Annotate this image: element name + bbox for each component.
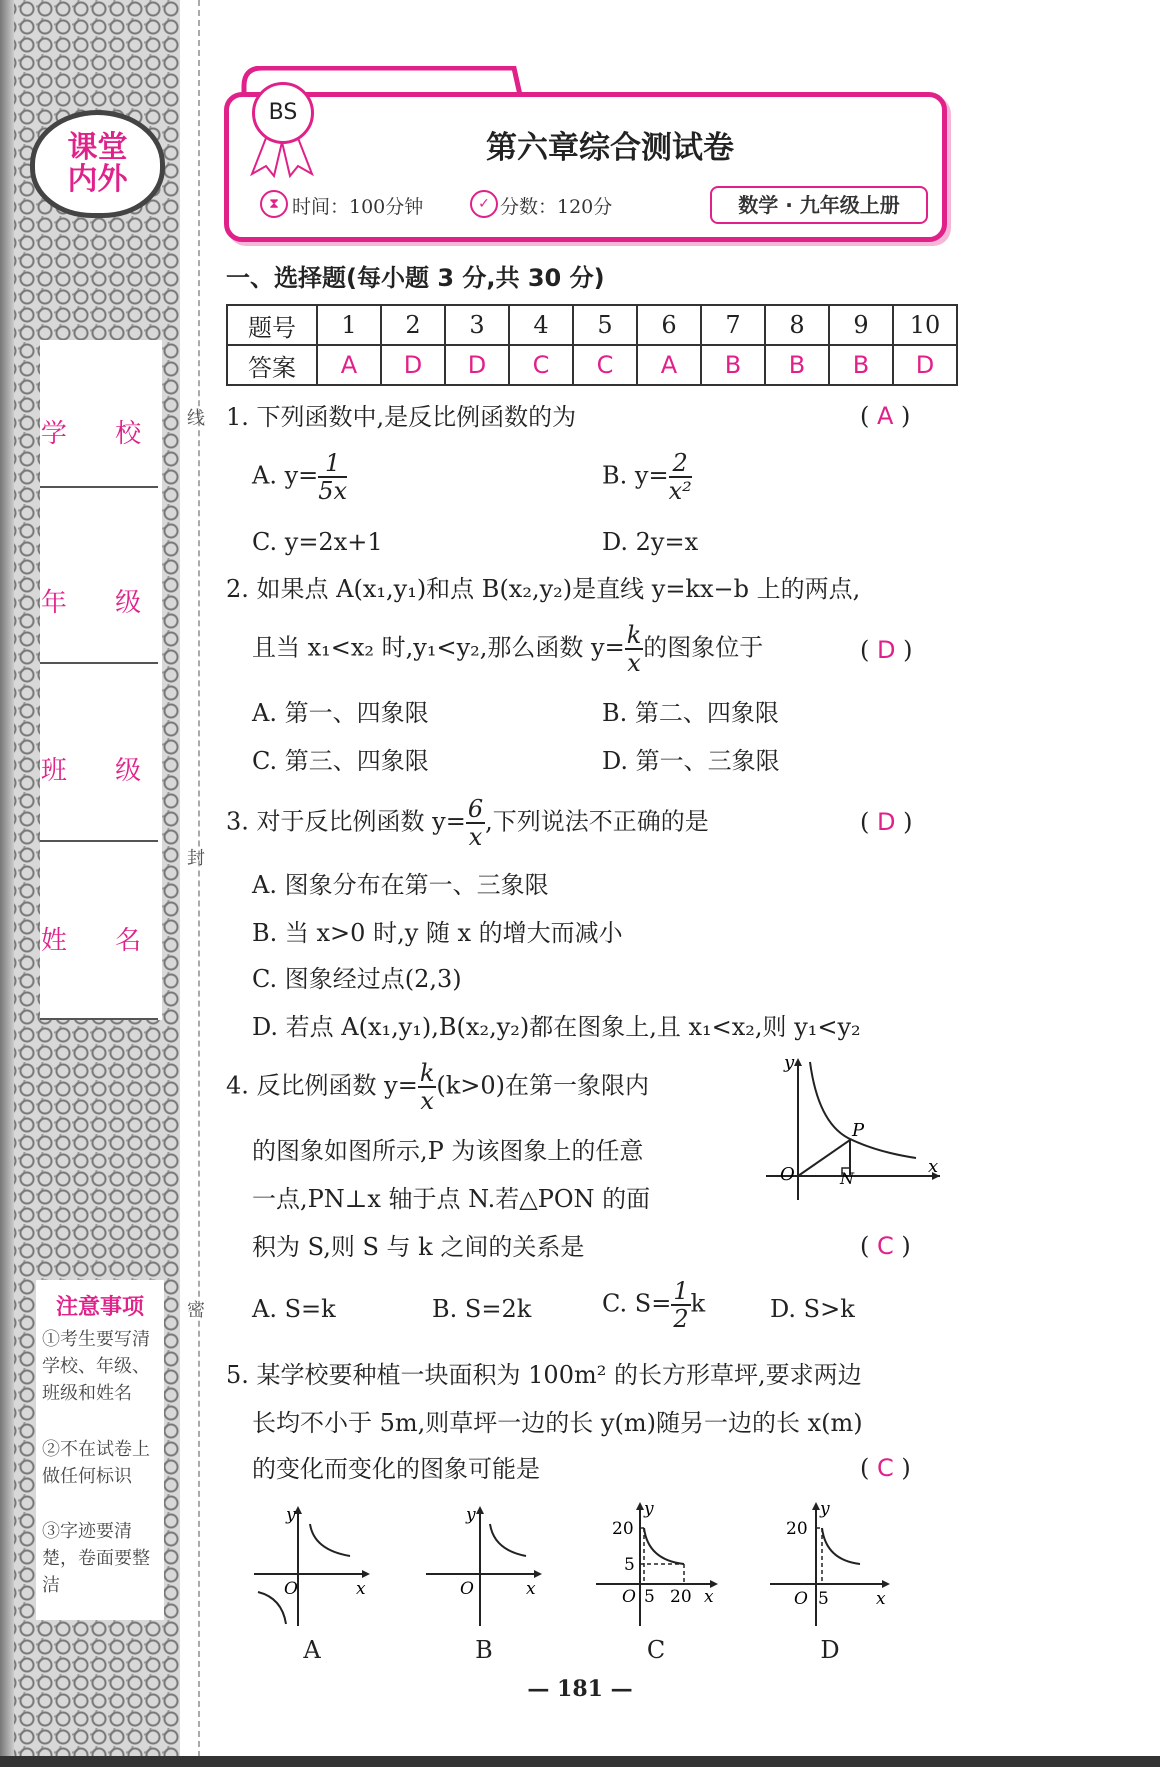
school-line: [40, 486, 158, 488]
axis-label-x: x: [876, 1589, 886, 1609]
notice-item: ①考生要写清学校、年级、班级和姓名: [42, 1329, 150, 1404]
answer-cell: B: [829, 345, 893, 385]
answer-cell: C: [573, 345, 637, 385]
answer-table: [226, 304, 958, 386]
answer-cell: D: [445, 345, 509, 385]
binding-char: 线: [187, 408, 205, 429]
axis-label-y: y: [784, 1052, 795, 1073]
hourglass-icon: ⧗: [260, 190, 288, 218]
table-cell: 10: [893, 305, 957, 345]
table-cell: 5: [573, 305, 637, 345]
question-5-figure-b: [422, 1500, 546, 1630]
tick-label: 5: [644, 1587, 655, 1607]
axis-label-x: x: [704, 1587, 714, 1607]
question-5-line1: 5. 某学校要种植一块面积为 100m² 的长方形草坪,要求两边: [226, 1361, 862, 1389]
class-label: 班 级: [40, 756, 162, 786]
table-row: [227, 345, 957, 385]
question-4-figure: [756, 1052, 946, 1202]
bottom-bar: [0, 1756, 1160, 1767]
question-2-option-a: A. 第一、四象限: [252, 699, 429, 727]
question-1-answer: ( A ): [860, 402, 911, 430]
point-n-label: N: [840, 1169, 854, 1188]
question-2-option-d: D. 第一、三象限: [602, 747, 780, 775]
question-5-answer: ( C ): [860, 1454, 911, 1482]
question-1-option-b: B. y= $\frac{2}{\text{x²}}$: [602, 449, 692, 505]
brand-logo: 课堂内外: [30, 110, 165, 218]
grade-line: [40, 662, 158, 664]
question-2-answer: ( D ): [860, 636, 913, 664]
question-4-answer: ( C ): [860, 1232, 911, 1260]
question-3-option-c: C. 图象经过点(2,3): [252, 965, 462, 993]
origin-label: O: [284, 1579, 298, 1599]
binding-strip: [0, 0, 14, 1767]
question-2-option-b: B. 第二、四象限: [602, 699, 779, 727]
axis-label-x: x: [928, 1156, 939, 1177]
name-label: 姓 名: [40, 926, 162, 956]
time-limit: 时间：100分钟: [292, 196, 424, 218]
origin-label: O: [794, 1589, 808, 1609]
table-cell: 4: [509, 305, 573, 345]
axis-label-x: x: [356, 1579, 366, 1599]
question-4-option-b: B. S=2k: [432, 1295, 532, 1323]
table-cell: 9: [829, 305, 893, 345]
question-4-option-d: D. S>k: [770, 1295, 855, 1323]
axis-label-y: y: [466, 1505, 476, 1525]
answer-cell: A: [637, 345, 701, 385]
question-5-line2: 长均不小于 5m,则草坪一边的长 y(m)随另一边的长 x(m): [252, 1409, 863, 1437]
subject-label: 数学 · 九年级上册: [710, 186, 928, 224]
cut-line: [198, 0, 200, 1767]
tick-label: 5: [624, 1555, 635, 1575]
tick-label: 20: [670, 1587, 692, 1607]
axis-label-y: y: [820, 1499, 830, 1519]
table-cell: 6: [637, 305, 701, 345]
question-4-option-a: A. S=k: [252, 1295, 336, 1323]
table-cell: 2: [381, 305, 445, 345]
question-1-option-a: A. y= $\frac{1}{5x}$: [252, 449, 348, 505]
question-1-option-c: C. y=2x+1: [252, 528, 383, 556]
figure-label-b: B: [475, 1636, 493, 1664]
question-5-line3: 的变化而变化的图象可能是: [252, 1455, 540, 1483]
question-2-option-c: C. 第三、四象限: [252, 747, 429, 775]
section-title: 一、选择题(每小题 3 分,共 30 分): [226, 264, 605, 292]
origin-label: O: [622, 1587, 636, 1607]
axis-label-x: x: [526, 1579, 536, 1599]
name-line: [40, 1018, 158, 1020]
notice-item: ②不在试卷上做任何标识: [42, 1439, 150, 1487]
answer-cell: D: [893, 345, 957, 385]
question-2-line1: 2. 如果点 A(x₁,y₁)和点 B(x₂,y₂)是直线 y=kx−b 上的两点,: [226, 575, 861, 603]
tick-label: 20: [786, 1519, 808, 1539]
question-5-figure-c: [594, 1498, 724, 1630]
question-4-line1: 4. 反比例函数 y= $\frac{k}{x}$ (k>0)在第一象限内: [226, 1059, 650, 1115]
figure-label-c: C: [646, 1636, 666, 1664]
tick-label: 20: [612, 1519, 634, 1539]
table-header: 题号: [227, 305, 317, 345]
table-cell: 3: [445, 305, 509, 345]
answer-cell: A: [317, 345, 381, 385]
figure-label-d: D: [820, 1636, 840, 1664]
axis-label-y: y: [286, 1505, 296, 1525]
question-5-figure-d: [766, 1498, 896, 1630]
figure-label-a: A: [303, 1636, 321, 1664]
score-total: 分数：120分: [500, 196, 613, 218]
table-cell: 1: [317, 305, 381, 345]
question-3-answer: ( D ): [860, 808, 913, 836]
question-4-line4: 积为 S,则 S 与 k 之间的关系是: [252, 1233, 585, 1261]
tick-label: 5: [818, 1589, 829, 1609]
table-cell: 7: [701, 305, 765, 345]
question-3-option-a: A. 图象分布在第一、三象限: [252, 871, 549, 899]
binding-char: 封: [187, 848, 205, 869]
question-3-option-b: B. 当 x>0 时,y 随 x 的增大而减小: [252, 919, 623, 947]
binding-char: 密: [187, 1300, 205, 1321]
check-icon: ✓: [470, 190, 498, 218]
question-4-line2: 的图象如图所示,P 为该图象上的任意: [252, 1137, 644, 1165]
table-header: 答案: [227, 345, 317, 385]
table-cell: 8: [765, 305, 829, 345]
question-4-line3: 一点,PN⊥x 轴于点 N.若△PON 的面: [252, 1185, 651, 1213]
answer-cell: B: [765, 345, 829, 385]
question-5-figure-a: [250, 1500, 374, 1630]
axis-label-y: y: [644, 1499, 654, 1519]
question-3-stem: 3. 对于反比例函数 y= $\frac{6}{x}$ ,下列说法不正确的是: [226, 795, 709, 851]
question-1-option-d: D. 2y=x: [602, 528, 699, 556]
page-title: 第六章综合测试卷: [486, 130, 734, 166]
answer-cell: C: [509, 345, 573, 385]
answer-cell: D: [381, 345, 445, 385]
answer-cell: B: [701, 345, 765, 385]
question-3-option-d: D. 若点 A(x₁,y₁),B(x₂,y₂)都在图象上,且 x₁<x₂,则 y₁<y₂: [252, 1013, 861, 1041]
question-2-line2: 且当 x₁<x₂ 时,y₁<y₂,那么函数 y= $\frac{k}{x}$ 的图象位于: [252, 621, 764, 677]
school-label: 学 校: [40, 419, 162, 449]
page-number: — 181 —: [527, 1676, 633, 1702]
edition-badge: BS: [252, 82, 314, 144]
question-1-stem: 1. 下列函数中,是反比例函数的为: [226, 403, 577, 431]
grade-label: 年 级: [40, 588, 162, 618]
origin-label: O: [460, 1579, 474, 1599]
origin-label: O: [780, 1164, 795, 1185]
question-4-option-c: C. S= $\frac{1}{2}$ k: [602, 1277, 706, 1333]
notice-item: ③字迹要清楚，卷面要整洁: [42, 1521, 150, 1596]
notice-title: 注意事项: [55, 1295, 144, 1320]
class-line: [40, 840, 158, 842]
table-row: [227, 305, 957, 345]
point-p-label: P: [852, 1120, 865, 1141]
